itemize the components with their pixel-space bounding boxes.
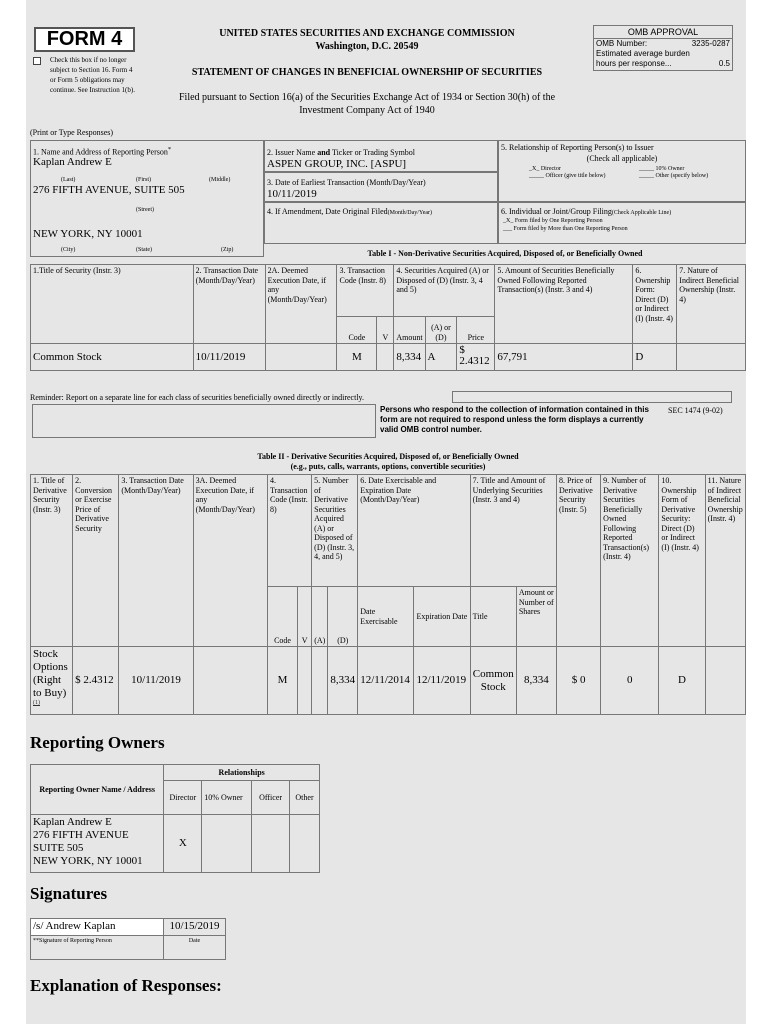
t2-h-deemed: 3A. Deemed Execution Date, if any (Month/Day/Year) bbox=[193, 475, 267, 647]
t1-h-date: 2. Transaction Date (Month/Day/Year) bbox=[193, 265, 265, 344]
last-label: (Last) bbox=[61, 177, 76, 183]
ro-addr2: SUITE 505 bbox=[33, 842, 84, 854]
relationship-ten-pct[interactable]: _____ 10% Owner bbox=[639, 166, 685, 172]
t2-sub-d: (D) bbox=[328, 587, 358, 647]
amendment-label-small: (Month/Day/Year) bbox=[387, 210, 433, 216]
blank-box-left bbox=[32, 404, 376, 438]
table1-title: Table I - Non-Derivative Securities Acquired, Disposed of, or Beneficially Owned bbox=[367, 249, 643, 258]
box1-reporting-person bbox=[30, 140, 264, 257]
box3-earliest-date bbox=[264, 172, 498, 202]
table2-title: Table II - Derivative Securities Acquired, Disposed of, or Beneficially Owned bbox=[257, 452, 519, 461]
filing-label: 6. Individual or Joint/Group Filing bbox=[501, 207, 612, 216]
ro-h-ten-pct: 10% Owner bbox=[202, 781, 252, 815]
reporting-person-star: * bbox=[167, 146, 172, 153]
explanation-heading: Explanation of Responses: bbox=[30, 976, 222, 995]
ro-h-name: Reporting Owner Name / Address bbox=[31, 765, 164, 815]
t2-r-form: D bbox=[659, 647, 705, 715]
omb-hours: 0.5 bbox=[718, 59, 730, 68]
reporting-person-city: NEW YORK, NY 10001 bbox=[33, 228, 143, 240]
t1-r-form: D bbox=[633, 344, 677, 371]
omb-burden-label: Estimated average burden bbox=[596, 49, 690, 58]
omb-number-label: OMB Number: bbox=[596, 39, 648, 48]
t2-sub-expiration: Expiration Date bbox=[414, 587, 470, 647]
ro-h-relationships: Relationships bbox=[164, 765, 320, 781]
print-type-note: (Print or Type Responses) bbox=[30, 128, 114, 137]
table1 bbox=[30, 264, 746, 371]
filing-more-persons[interactable]: ___ Form filed by More than One Reporting Person bbox=[503, 226, 628, 232]
box4-amendment bbox=[264, 202, 498, 244]
t2-h-price: 2. Conversion or Exercise Price of Derivative Security bbox=[73, 475, 119, 647]
t2-r-u-title: Common Stock bbox=[470, 647, 516, 715]
signature-date: 10/15/2019 bbox=[164, 919, 225, 936]
t2-h-owned: 9. Number of Derivative Securities Beneficially Owned Following Reported Transaction(s) (Instr. 4) bbox=[601, 475, 659, 647]
signatures-heading: Signatures bbox=[30, 884, 108, 903]
omb-title: OMB APPROVAL bbox=[594, 26, 732, 39]
t1-r-price-sym: $ bbox=[459, 344, 465, 356]
t2-h-number: 5. Number of Derivative Securities Acquired (A) or Disposed of (D) (Instr. 3, 4, and 5) bbox=[312, 475, 358, 587]
earliest-date: 10/11/2019 bbox=[267, 188, 317, 200]
t1-r-aord: A bbox=[425, 344, 457, 371]
t1-sub-code: Code bbox=[337, 317, 377, 344]
t2-r-price: $ 2.4312 bbox=[73, 647, 119, 715]
filing-label-small: (Check Applicable Line) bbox=[611, 210, 672, 216]
table2 bbox=[30, 474, 746, 715]
reminder-text: Reminder: Report on a separate line for each class of securities beneficially owned directly or indirectly. bbox=[30, 393, 365, 402]
reporting-person-name: Kaplan Andrew E bbox=[33, 156, 112, 168]
t2-r-deemed bbox=[193, 647, 267, 715]
box6-filing bbox=[498, 202, 746, 244]
city-label: (City) bbox=[61, 247, 76, 253]
reporting-owners-heading: Reporting Owners bbox=[30, 733, 165, 752]
t2-r-code: M bbox=[267, 647, 297, 715]
t1-r-date: 10/11/2019 bbox=[193, 344, 265, 371]
box5-relationship bbox=[498, 140, 746, 202]
table2-subtitle: (e.g., puts, calls, warrants, options, convertible securities) bbox=[290, 462, 486, 471]
t2-sub-a: (A) bbox=[312, 587, 328, 647]
ro-name: Kaplan Andrew E bbox=[33, 816, 112, 828]
t1-sub-v: V bbox=[377, 317, 394, 344]
t1-h-title: 1.Title of Security (Instr. 3) bbox=[31, 265, 194, 344]
t2-sub-exercisable: Date Exercisable bbox=[358, 587, 414, 647]
t2-r-v bbox=[298, 647, 312, 715]
ro-h-director: Director bbox=[164, 781, 202, 815]
omb-hours-label: hours per response... bbox=[596, 59, 672, 68]
reporting-person-label: 1. Name and Address of Reporting Person bbox=[33, 147, 168, 157]
issuer-label-pre: 2. Issuer Name bbox=[267, 148, 318, 157]
filed-pursuant-line2: Investment Company Act of 1940 bbox=[299, 105, 435, 116]
t1-r-deemed bbox=[265, 344, 337, 371]
agency-location: Washington, D.C. 20549 bbox=[315, 41, 419, 52]
t1-r-amount: 8,334 bbox=[394, 344, 425, 371]
t2-r-d: 8,334 bbox=[328, 647, 358, 715]
issuer-label-post: Ticker or Trading Symbol bbox=[330, 148, 416, 157]
filing-one-person[interactable]: _X_ Form filed by One Reporting Person bbox=[503, 218, 603, 224]
middle-label: (Middle) bbox=[209, 177, 231, 183]
earliest-date-label: 3. Date of Earliest Transaction (Month/Day/Year) bbox=[267, 178, 426, 187]
relationship-label: 5. Relationship of Reporting Person(s) to Issuer bbox=[501, 143, 654, 152]
t2-sub-amount: Amount or Number of Shares bbox=[516, 587, 556, 647]
t1-sub-amount: Amount bbox=[394, 317, 425, 344]
form-title: FORM 4 bbox=[46, 28, 123, 50]
box2-issuer bbox=[264, 140, 498, 172]
t2-r-owned: 0 bbox=[601, 647, 659, 715]
t1-sub-aord: (A) or (D) bbox=[425, 317, 457, 344]
t1-sub-price: Price bbox=[457, 317, 495, 344]
relationship-other[interactable]: _____ Other (specify below) bbox=[639, 173, 709, 179]
t1-r-v bbox=[377, 344, 394, 371]
reporting-person-street: 276 FIFTH AVENUE, SUITE 505 bbox=[33, 184, 185, 196]
first-label: (First) bbox=[136, 177, 151, 183]
issuer-label-and: and bbox=[317, 148, 331, 157]
t2-sub-title: Title bbox=[470, 587, 516, 647]
t2-h-date: 3. Transaction Date (Month/Day/Year) bbox=[119, 475, 193, 647]
ro-addr1: 276 FIFTH AVENUE bbox=[33, 829, 129, 841]
ro-h-officer: Officer bbox=[252, 781, 290, 815]
relationship-officer[interactable]: _____ Officer (give title below) bbox=[529, 173, 606, 179]
t2-r-title: Stock Options (Right to Buy) bbox=[33, 648, 68, 699]
ro-h-other: Other bbox=[290, 781, 320, 815]
amendment-label: 4. If Amendment, Date Original Filed bbox=[267, 207, 388, 216]
t2-r-dprice: $ 0 bbox=[556, 647, 600, 715]
filed-pursuant-line1: Filed pursuant to Section 16(a) of the Securities Exchange Act of 1934 or Section 30(h) of the bbox=[178, 92, 556, 103]
t2-h-form: 10. Ownership Form of Derivative Security: Direct (D) or Indirect (I) (Instr. 4) bbox=[659, 475, 705, 647]
reminder-box-right bbox=[452, 391, 732, 403]
persons-respond-text: Persons who respond to the collection of information contained in this form are not required to respond unless the form displays a currently valid OMB control number. bbox=[380, 405, 649, 434]
t2-h-dprice: 8. Price of Derivative Security (Instr. 5) bbox=[556, 475, 600, 647]
t2-h-exercisable: 6. Date Exercisable and Expiration Date (Month/Day/Year) bbox=[358, 475, 470, 587]
t1-r-price: 2.4312 bbox=[459, 355, 490, 367]
form-title-box bbox=[34, 27, 135, 52]
t2-h-nature: 11. Nature of Indirect Beneficial Ownership (Instr. 4) bbox=[705, 475, 745, 647]
t2-r-exercisable: 12/11/2014 bbox=[358, 647, 414, 715]
street-label: (Street) bbox=[136, 207, 154, 213]
t1-r-nature bbox=[677, 344, 746, 371]
t1-r-title: Common Stock bbox=[31, 344, 194, 371]
statement-title: STATEMENT OF CHANGES IN BENEFICIAL OWNERSHIP OF SECURITIES bbox=[191, 67, 543, 78]
t1-h-nature: 7. Nature of Indirect Beneficial Ownership (Instr. 4) bbox=[677, 265, 746, 344]
t1-r-owned: 67,791 bbox=[495, 344, 633, 371]
omb-approval-box bbox=[593, 25, 733, 71]
t2-r-nature bbox=[705, 647, 745, 715]
signature-name: /s/ Andrew Kaplan bbox=[31, 919, 163, 936]
t2-h-underlying: 7. Title and Amount of Underlying Securities (Instr. 3 and 4) bbox=[470, 475, 556, 587]
relationship-director[interactable]: _X_ Director bbox=[529, 166, 561, 172]
table-row bbox=[31, 647, 746, 715]
no-longer-subject-text: Check this box if no longer subject to Section 16. Form 4 or Form 5 obligations may continue. See Instruction 1(b). bbox=[50, 56, 135, 94]
reporting-owners-table bbox=[30, 764, 320, 873]
t2-h-title: 1. Title of Derivative Security (Instr. 3) bbox=[31, 475, 73, 647]
signature-date-box bbox=[163, 918, 226, 960]
t1-h-form: 6. Ownership Form: Direct (D) or Indirect (I) (Instr. 4) bbox=[633, 265, 677, 344]
zip-label: (Zip) bbox=[221, 247, 234, 253]
table-row bbox=[31, 344, 746, 371]
t2-h-code: 4. Transaction Code (Instr. 8) bbox=[267, 475, 311, 587]
t2-r-a bbox=[312, 647, 328, 715]
ro-director-mark: X bbox=[164, 815, 202, 873]
relationship-check-all: (Check all applicable) bbox=[586, 154, 658, 163]
state-label: (State) bbox=[136, 247, 152, 253]
agency-name: UNITED STATES SECURITIES AND EXCHANGE COMMISSION bbox=[219, 28, 515, 39]
sec-code: SEC 1474 (9-02) bbox=[668, 406, 723, 415]
t1-h-acquired: 4. Securities Acquired (A) or Disposed of (D) (Instr. 3, 4 and 5) bbox=[394, 265, 495, 317]
table-row bbox=[31, 815, 320, 873]
t2-sub-v: V bbox=[298, 587, 312, 647]
issuer-name: ASPEN GROUP, INC. [ASPU] bbox=[267, 158, 407, 170]
t1-r-code: M bbox=[337, 344, 377, 371]
t1-h-code: 3. Transaction Code (Instr. 8) bbox=[337, 265, 394, 317]
t2-sub-code: Code bbox=[267, 587, 297, 647]
omb-number: 3235-0287 bbox=[691, 39, 730, 48]
no-longer-subject-checkbox[interactable] bbox=[33, 57, 41, 65]
form-page bbox=[26, 0, 746, 1024]
signature-label: **Signature of Reporting Person bbox=[33, 938, 112, 944]
t2-r-date: 10/11/2019 bbox=[119, 647, 193, 715]
t2-r-u-amount: 8,334 bbox=[516, 647, 556, 715]
signature-date-label: Date bbox=[188, 938, 201, 944]
t1-h-deemed: 2A. Deemed Execution Date, if any (Month/Day/Year) bbox=[265, 265, 337, 344]
t2-r-expiration: 12/11/2019 bbox=[414, 647, 470, 715]
ro-addr3: NEW YORK, NY 10001 bbox=[33, 855, 143, 867]
t1-h-owned: 5. Amount of Securities Beneficially Owned Following Reported Transaction(s) (Instr. 3 and 4) bbox=[495, 265, 633, 344]
signature-box bbox=[30, 918, 163, 960]
t2-r-footnote[interactable]: (1) bbox=[33, 700, 40, 706]
